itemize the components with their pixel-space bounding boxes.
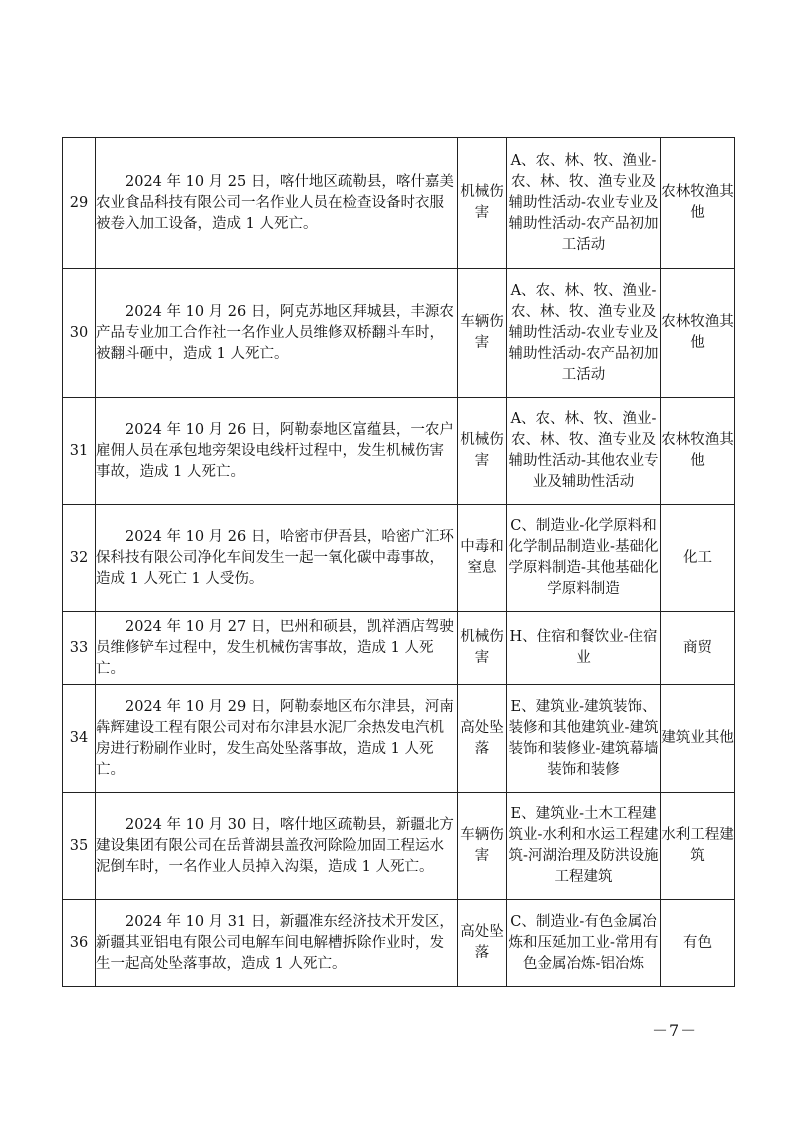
- row-number: 32: [63, 505, 96, 612]
- accident-type: 高处坠落: [458, 900, 507, 987]
- industry-classification: A、农、林、牧、渔业-农、林、牧、渔专业及辅助性活动-农业专业及辅助性活动-农产品初加工活动: [507, 138, 661, 269]
- industry-classification: A、农、林、牧、渔业-农、林、牧、渔专业及辅助性活动-其他农业专业及辅助性活动: [507, 398, 661, 505]
- accident-type: 机械伤害: [458, 138, 507, 269]
- accident-description: 2024 年 10 月 29 日，阿勒泰地区布尔津县，河南犇辉建设工程有限公司对布尔津县水泥厂余热发电汽机房进行粉刷作业时，发生高处坠落事故，造成 1 人死亡。: [96, 698, 454, 778]
- row-number: 31: [63, 398, 96, 505]
- table-row: [63, 900, 735, 987]
- industry-classification: C、制造业-化学原料和化学制品制造业-基础化学原料制造-其他基础化学原料制造: [507, 505, 661, 612]
- table-row: [63, 612, 735, 685]
- industry-classification: A、农、林、牧、渔业-农、林、牧、渔专业及辅助性活动-农业专业及辅助性活动-农产品初加工活动: [507, 269, 661, 398]
- accident-description: 2024 年 10 月 26 日，阿勒泰地区富蕴县，一农户雇佣人员在承包地旁架设电线杆过程中，发生机械伤害事故，造成 1 人死亡。: [96, 421, 454, 480]
- industry-classification: H、住宿和餐饮业-住宿业: [507, 612, 661, 685]
- row-number: 30: [63, 269, 96, 398]
- industry-category: 建筑业其他: [661, 685, 735, 793]
- industry-category: 有色: [661, 900, 735, 987]
- row-number: 35: [63, 793, 96, 900]
- industry-classification: C、制造业-有色金属冶炼和压延加工业-常用有色金属冶炼-铝冶炼: [507, 900, 661, 987]
- industry-category: 水利工程建筑: [661, 793, 735, 900]
- accident-type: 车辆伤害: [458, 269, 507, 398]
- industry-classification: E、建筑业-建筑装饰、装修和其他建筑业-建筑装饰和装修业-建筑幕墙装饰和装修: [507, 685, 661, 793]
- table-row: [63, 398, 735, 505]
- industry-category: 农林牧渔其他: [661, 269, 735, 398]
- row-number: 34: [63, 685, 96, 793]
- table-row: [63, 269, 735, 398]
- industry-category: 商贸: [661, 612, 735, 685]
- accident-type: 车辆伤害: [458, 793, 507, 900]
- accident-description: 2024 年 10 月 26 日，阿克苏地区拜城县，丰源农产品专业加工合作社一名作业人员维修双桥翻斗车时，被翻斗砸中，造成 1 人死亡。: [96, 303, 454, 362]
- accident-table: [62, 137, 735, 987]
- table-row: [63, 793, 735, 900]
- accident-description: 2024 年 10 月 26 日，哈密市伊吾县，哈密广汇环保科技有限公司净化车间发生一起一氧化碳中毒事故，造成 1 人死亡 1 人受伤。: [96, 528, 454, 587]
- industry-category: 农林牧渔其他: [661, 398, 735, 505]
- table-row: [63, 505, 735, 612]
- table-row: [63, 138, 735, 269]
- industry-category: 农林牧渔其他: [661, 138, 735, 269]
- industry-classification: E、建筑业-土木工程建筑业-水利和水运工程建筑-河湖治理及防洪设施工程建筑: [507, 793, 661, 900]
- accident-description: 2024 年 10 月 30 日，喀什地区疏勒县，新疆北方建设集团有限公司在岳普湖县盖孜河除险加固工程运水泥倒车时，一名作业人员掉入沟渠，造成 1 人死亡。: [96, 816, 454, 875]
- row-number: 33: [63, 612, 96, 685]
- accident-description: 2024 年 10 月 25 日，喀什地区疏勒县，喀什嘉美农业食品科技有限公司一名作业人员在检查设备时衣服被卷入加工设备，造成 1 人死亡。: [96, 173, 454, 232]
- page-number: －7－: [652, 1021, 698, 1040]
- row-number: 29: [63, 138, 96, 269]
- accident-type: 机械伤害: [458, 612, 507, 685]
- accident-type: 中毒和窒息: [458, 505, 507, 612]
- accident-description: 2024 年 10 月 31 日，新疆准东经济技术开发区，新疆其亚铝电有限公司电解车间电解槽拆除作业时，发生一起高处坠落事故，造成 1 人死亡。: [96, 913, 454, 972]
- row-number: 36: [63, 900, 96, 987]
- accident-type: 机械伤害: [458, 398, 507, 505]
- accident-type: 高处坠落: [458, 685, 507, 793]
- industry-category: 化工: [661, 505, 735, 612]
- accident-description: 2024 年 10 月 27 日，巴州和硕县，凯祥酒店驾驶员维修铲车过程中，发生机械伤害事故，造成 1 人死亡。: [96, 618, 454, 677]
- table-row: [63, 685, 735, 793]
